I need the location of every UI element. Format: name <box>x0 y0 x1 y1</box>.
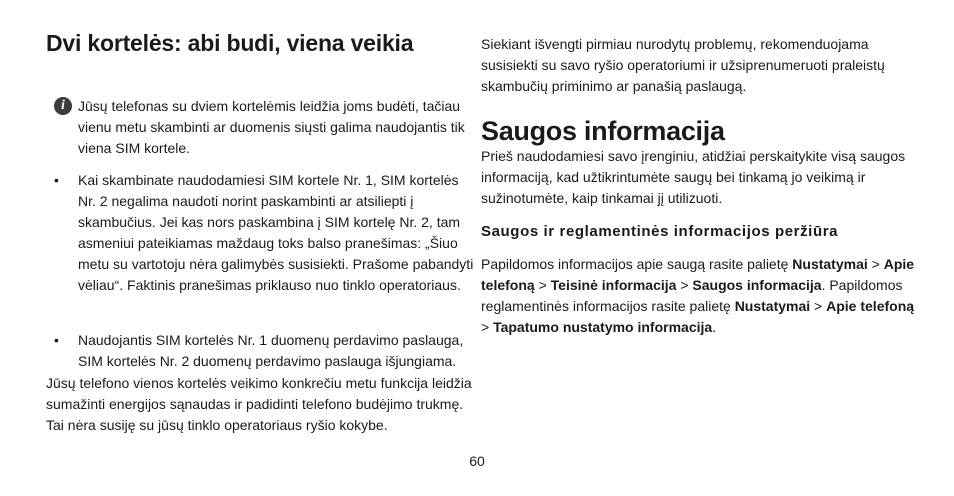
info-note-text: Jūsų telefonas su dviem kortelėmis leidžia joms budėti, tačiau vienu metu skambinti ar duomenis siųsti galima naudojantis tik viena SIM kortele. <box>78 98 465 156</box>
body-paragraph: Jūsų telefono vienos kortelės veikimo konkrečiu metu funkcija leidžia sumažinti energijos sąnaudas ir padidinti telefono budėjimo trukmę. Tai nėra susiję su jūsų tinklo operatoriaus ryšio kokybe. <box>46 375 472 433</box>
info-icon: i <box>54 97 72 115</box>
path-settings: Nustatymai <box>792 256 868 272</box>
bullet-text: Naudojantis SIM kortelės Nr. 1 duomenų perdavimo paslauga, SIM kortelės Nr. 2 duomenų perdavimo paslauga išjungiama. <box>78 332 464 369</box>
bullet-mark: • <box>54 332 59 348</box>
safety-paragraph: Prieš naudodamiesi savo įrenginiu, atidžiai perskaitykite visą saugos informaciją, kad užtikrintumėte saugų bei tinkamą jo veikimą ir sužinotumėte, kaip tinkamai jį utilizuoti. <box>481 148 906 206</box>
settings-path-paragraph: Papildomos informacijos apie saugą rasite palietę Nustatymai > Apie telefoną > Teisinė informacija > Saugos informacija. Papildomos reglamentinės informacijos rasite palietę Nustatymai > Apie telefoną > Tapatumo nustatymo informacija. <box>481 256 915 335</box>
bullet-text: Kai skambinate naudodamiesi SIM kortele Nr. 1, SIM kortelės Nr. 2 negalima naudoti norint paskambinti ar atsiliepti į skambučius. Jei kas nors paskambina į SIM kortelę Nr. 2, tam asmeniui pateikiamas maždaug toks balso pranešimas: „Šiuo metu su vartotoju nėra galimybės susisiekti. Prašome pabandyti vėliau“. Faktinis pranešimas priklauso nuo tinklo operatoriaus. <box>78 172 474 293</box>
path-safety-info: Saugos informacija <box>692 277 822 293</box>
bullet-mark: • <box>54 172 59 188</box>
path-authentication-info: Tapatumo nustatymo informacija <box>493 319 713 335</box>
page-number: 60 <box>469 453 485 469</box>
path-about-phone: Apie telefoną <box>481 256 915 293</box>
path-legal-info: Teisinė informacija <box>550 277 677 293</box>
subheading: Saugos ir reglamentinės informacijos peržiūra <box>481 223 839 240</box>
intro-paragraph: Siekiant išvengti pirmiau nurodytų problemų, rekomenduojama susisiekti su savo ryšio operatoriumi ir užsiprenumeruoti praleistų skambučių priminimo ar panašią paslaugą. <box>481 36 885 94</box>
path-settings: Nustatymai <box>734 298 811 314</box>
safety-title: Saugos informacija <box>481 116 725 146</box>
section-title: Dvi kortelės: abi budi, viena veikia <box>46 30 414 56</box>
path-about-phone: Apie telefoną <box>826 298 915 314</box>
